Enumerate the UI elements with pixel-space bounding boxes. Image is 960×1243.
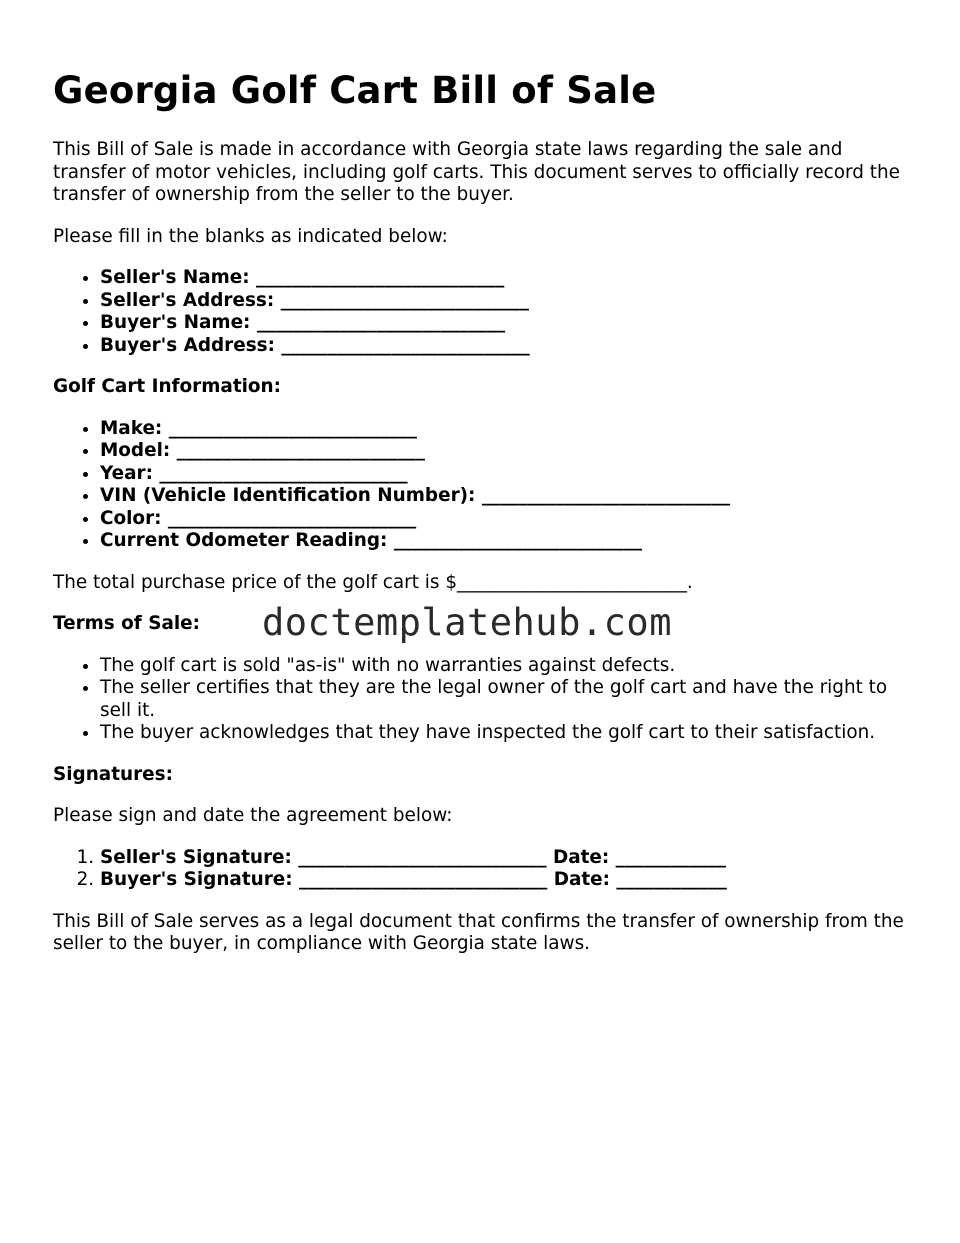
watermark: doctemplatehub.com xyxy=(262,601,672,644)
field-label: Buyer's Signature: xyxy=(100,869,293,890)
field-label: Seller's Address: xyxy=(100,289,275,311)
list-item xyxy=(100,312,913,335)
list-item xyxy=(100,485,913,508)
list-item xyxy=(100,463,913,486)
buyer-signature-field xyxy=(100,869,727,890)
list-item xyxy=(100,440,913,463)
seller-name-field xyxy=(100,267,504,288)
year-field xyxy=(100,463,408,484)
field-blank: ___________________________ xyxy=(256,312,506,333)
field-label: Buyer's Name: xyxy=(100,312,251,333)
intro-paragraph: This Bill of Sale is made in accordance with Georgia state laws regarding the sale and transfer of motor vehicles, including golf carts. This document serves to officially record the transfer of ownership from the seller to the buyer. xyxy=(53,139,900,205)
field-blank: ___________________________ xyxy=(281,334,530,356)
date-label: Date: xyxy=(553,869,611,890)
model-field xyxy=(100,440,425,461)
list-item xyxy=(100,530,913,553)
field-label: Current Odometer Reading: xyxy=(100,530,388,551)
list-item xyxy=(100,508,913,531)
signatures-heading: Signatures: xyxy=(53,763,173,785)
date-blank: ____________ xyxy=(616,869,727,890)
list-item xyxy=(100,290,913,313)
field-label: Year: xyxy=(100,462,153,484)
list-item xyxy=(100,418,913,441)
field-blank: ___________________________ xyxy=(299,869,548,890)
field-label: Seller's Name: xyxy=(100,267,250,288)
field-label: Color: xyxy=(100,507,162,529)
closing-paragraph: This Bill of Sale serves as a legal document that confirms the transfer of ownership from the seller to the buyer, in compliance with Georgia state laws. xyxy=(53,910,904,954)
field-blank: ___________________________ xyxy=(298,846,547,868)
fill-instructions: Please fill in the blanks as indicated below: xyxy=(53,225,448,247)
list-item: • The buyer acknowledges that they have inspected the golf cart to their satisfaction. xyxy=(100,722,913,745)
terms-heading-row xyxy=(53,601,913,644)
date-blank: ____________ xyxy=(615,846,726,868)
seller-address-field xyxy=(100,290,529,311)
document-page xyxy=(53,0,913,956)
date-label: Date: xyxy=(552,846,610,868)
field-blank: ___________________________ xyxy=(168,417,417,439)
field-blank: ___________________________ xyxy=(393,530,643,551)
list-item xyxy=(100,869,913,892)
seller-signature-field xyxy=(100,847,726,868)
field-label: Model: xyxy=(100,440,171,461)
sign-instructions: Please sign and date the agreement below: xyxy=(53,805,453,826)
field-blank: ___________________________ xyxy=(256,267,505,288)
terms-list xyxy=(53,655,913,745)
page-title: Georgia Golf Cart Bill of Sale xyxy=(53,69,657,112)
cart-info-list xyxy=(53,418,913,553)
signatures-list xyxy=(53,847,913,892)
field-label: Make: xyxy=(100,417,163,439)
field-blank: ___________________________ xyxy=(167,507,417,529)
terms-heading: Terms of Sale: xyxy=(53,613,200,634)
buyer-address-field xyxy=(100,335,530,356)
purchase-price-line: The total purchase price of the golf cart is $_________________________. xyxy=(53,571,693,593)
field-blank: ___________________________ xyxy=(176,440,425,461)
cart-info-heading: Golf Cart Information: xyxy=(53,376,281,397)
field-label: Buyer's Address: xyxy=(100,334,275,356)
field-blank: ___________________________ xyxy=(159,462,408,484)
odometer-field xyxy=(100,530,642,551)
list-item: • The seller certifies that they are the legal owner of the golf cart and have the right to sell it. xyxy=(100,677,913,722)
list-item xyxy=(100,847,913,870)
buyer-name-field xyxy=(100,312,505,333)
field-label: Seller's Signature: xyxy=(100,846,292,868)
field-blank: ___________________________ xyxy=(481,485,731,506)
list-item: • The golf cart is sold "as-is" with no warranties against defects. xyxy=(100,655,913,678)
vin-field xyxy=(100,485,730,506)
color-field xyxy=(100,508,416,529)
list-item xyxy=(100,267,913,290)
field-blank: ___________________________ xyxy=(280,289,529,311)
field-label: VIN (Vehicle Identification Number): xyxy=(100,485,476,506)
make-field xyxy=(100,418,417,439)
list-item xyxy=(100,335,913,358)
parties-list xyxy=(53,267,913,357)
